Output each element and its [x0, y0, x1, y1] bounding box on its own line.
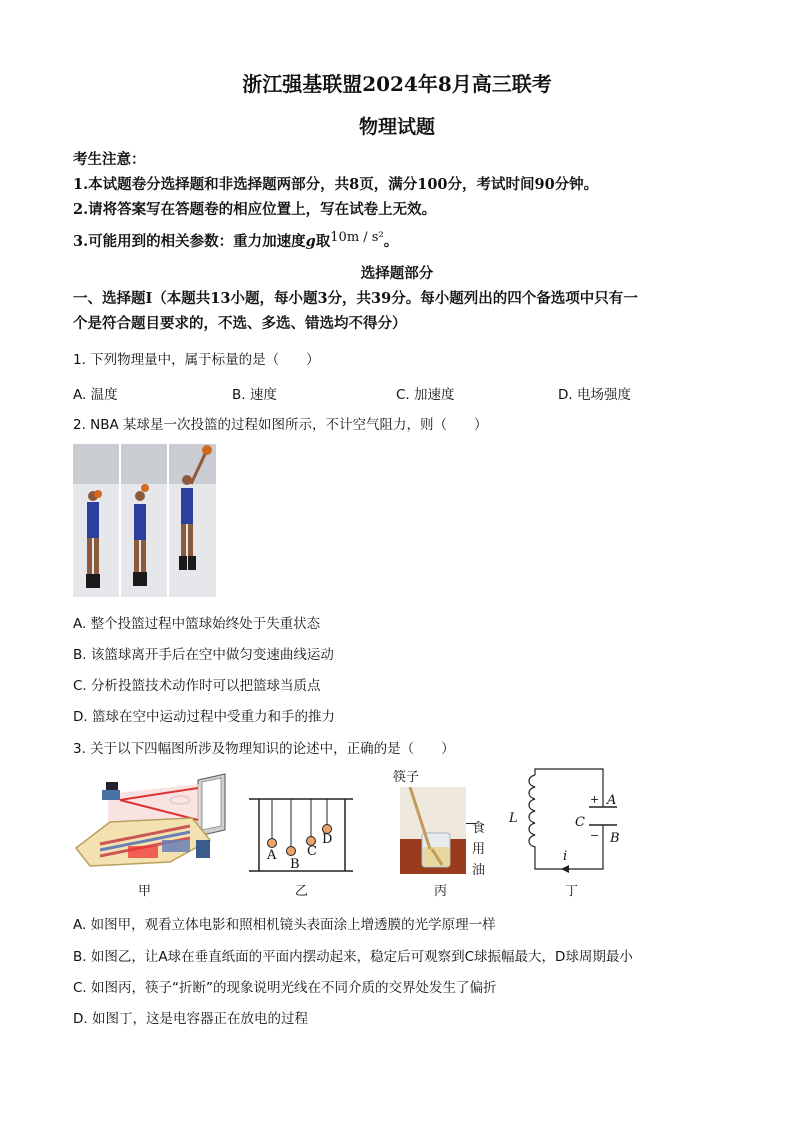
question-3-option-c: C. 如图丙，筷子“折断”的现象说明光线在不同介质的交界处发生了偏折 [73, 980, 497, 996]
circuit-label-plus: + [590, 793, 600, 806]
figure-3d-glasses [70, 770, 230, 875]
circuit-label-a: A [607, 793, 617, 808]
pendulum-label-b: B [290, 857, 300, 872]
question-2-option-a: A. 整个投篮过程中篮球始终处于失重状态 [73, 616, 321, 632]
notice-item-3-prefix: 3.可能用到的相关参数：重力加速度 [73, 233, 306, 250]
oil-label-3: 油 [472, 863, 486, 878]
pendulum-label-d: D [322, 832, 333, 847]
pendulum-label-a: A [267, 848, 277, 863]
notice-item-3-value: 10m / s² [330, 230, 384, 245]
question-1-option-a: A. 温度 [73, 387, 118, 403]
figure-label-bing: 丙 [434, 884, 448, 899]
notice-item-3 [73, 230, 398, 251]
question-3-option-d: D. 如图丁，这是电容器正在放电的过程 [73, 1011, 308, 1027]
figure-chopsticks-photo [400, 787, 466, 874]
section-instruction-line2: 个是符合题目要求的，不选、多选、错选均不得分） [73, 315, 407, 332]
notice-item-3-mid: 取 [315, 233, 331, 250]
section-instruction-line1: 一、选择题Ⅰ（本题共13小题，每小题3分，共39分。每小题列出的四个备选项中只有一 [73, 290, 638, 307]
question-3-option-a: A. 如图甲，观看立体电影和照相机镜头表面涂上增透膜的光学原理一样 [73, 917, 496, 933]
circuit-label-l: L [509, 811, 518, 826]
question-1-option-d: D. 电场强度 [558, 387, 631, 403]
question-1-option-c: C. 加速度 [396, 387, 455, 403]
circuit-label-b: B [610, 831, 620, 846]
notice-item-1: 1.本试题卷分选择题和非选择题两部分，共8页，满分100分，考试时间90分钟。 [73, 176, 599, 193]
circuit-label-minus: − [590, 829, 600, 842]
figure-label-jia: 甲 [138, 884, 152, 899]
figure-label-ding: 丁 [565, 884, 579, 899]
question-2-option-c: C. 分析投篮技术动作时可以把篮球当质点 [73, 678, 321, 694]
figure-label-yi: 乙 [295, 884, 309, 899]
circuit-label-c: C [575, 815, 585, 830]
page-title: 浙江强基联盟2024年8月高三联考 [242, 72, 552, 96]
notice-heading: 考生注意： [73, 151, 146, 168]
question-2-stem: 2. NBA 某球星一次投篮的过程如图所示，不计空气阻力，则（ ） [73, 417, 488, 433]
section-title: 选择题部分 [360, 265, 434, 282]
question-2-option-b: B. 该篮球离开手后在空中做匀变速曲线运动 [73, 647, 334, 663]
chopsticks-label: 筷子 [393, 770, 420, 785]
notice-item-2: 2.请将答案写在答题卷的相应位置上，写在试卷上无效。 [73, 201, 437, 218]
figure-lc-circuit [505, 765, 635, 880]
figure-pendulums [245, 795, 360, 880]
question-3-stem: 3. 关于以下四幅图所涉及物理知识的论述中，正确的是（ ） [73, 741, 455, 757]
question-1-stem: 1. 下列物理量中，属于标量的是（ ） [73, 352, 320, 368]
notice-item-3-end: 。 [383, 233, 399, 250]
question-3-option-b: B. 如图乙，让A球在垂直纸面的平面内摆动起来，稳定后可观察到C球振幅最大，D球周期最小 [73, 949, 633, 965]
circuit-label-i: i [563, 849, 568, 864]
basketball-shot-photo [73, 444, 216, 597]
question-2-option-d: D. 篮球在空中运动过程中受重力和手的推力 [73, 709, 335, 725]
notice-item-3-var: g [305, 233, 316, 250]
page-subtitle: 物理试题 [358, 116, 435, 138]
oil-label-2: 用 [472, 842, 486, 857]
oil-label-1: 食 [472, 821, 486, 836]
pendulum-label-c: C [307, 844, 317, 859]
question-1-option-b: B. 速度 [232, 387, 277, 403]
